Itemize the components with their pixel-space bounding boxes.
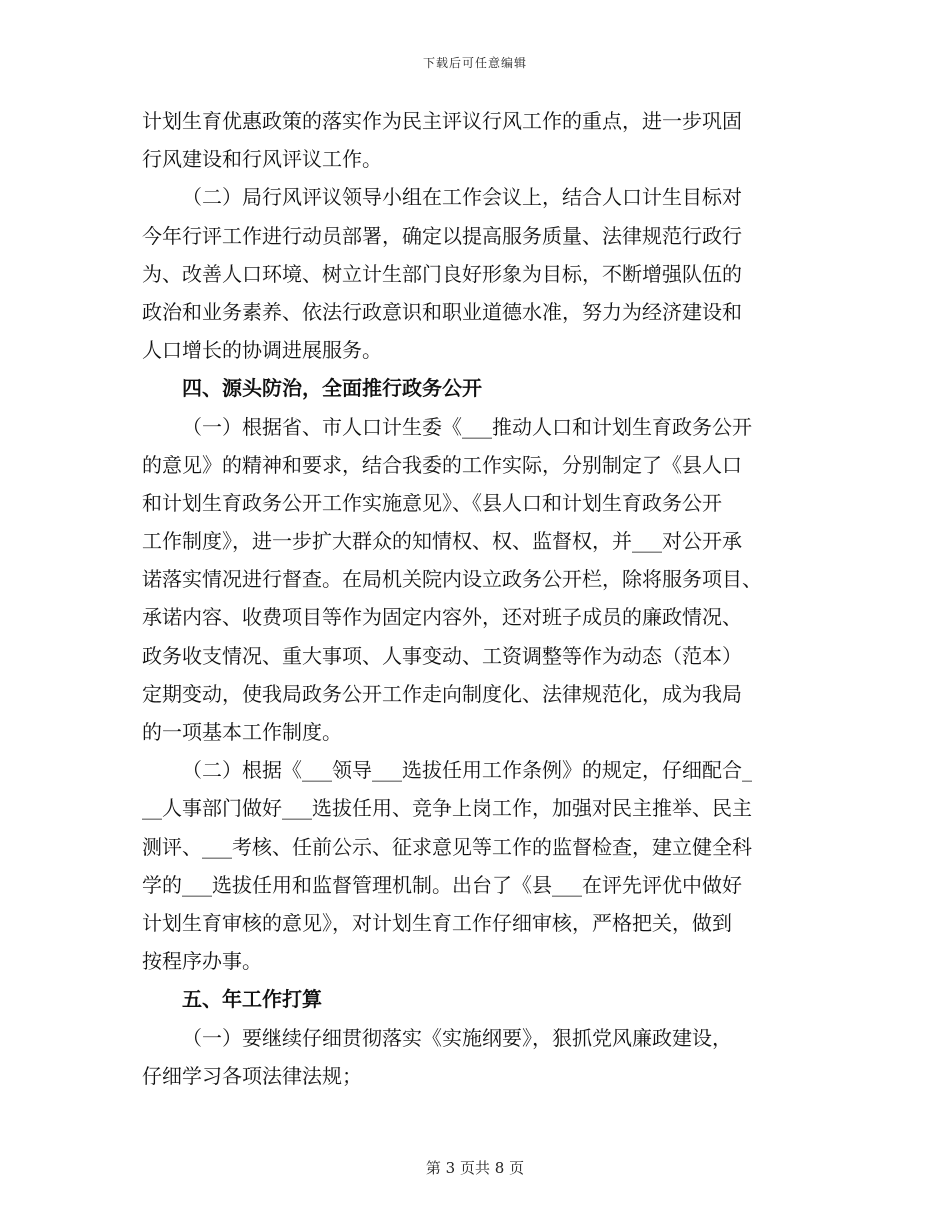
text-line: 今年行评工作进行动员部署，确定以提高服务质量、法律规范行政行	[142, 223, 742, 248]
text-line: 计划生育审核的意见》，对计划生育工作仔细审核，严格把关，做到	[142, 910, 732, 935]
text-line: 学的___选拔任用和监督管理机制。出台了《县___在评先评优中做好	[142, 872, 742, 897]
text-line: 计划生育优惠政策的落实作为民主评议行风工作的重点，进一步巩固	[142, 109, 742, 133]
text-line: 和计划生育政务公开工作实施意见》、《县人口和计划生育政务公开	[142, 490, 722, 515]
text-line: 为、改善人口环境、树立计生部门良好形象为目标，不断增强队伍的	[142, 261, 742, 286]
text-line: 测评、___考核、任前公示、征求意见等工作的监督检查，建立健全科	[142, 834, 752, 859]
text-line: __人事部门做好___选拔任用、竞争上岗工作，加强对民主推举、民主	[142, 796, 752, 821]
text-line: 的意见》的精神和要求，结合我委的工作实际，分别制定了《县人口	[142, 452, 742, 477]
page-footer: 第 3 页共 8 页	[425, 1159, 525, 1177]
text-line: 政务收支情况、重大事项、人事变动、工资调整等作为动态（范本）	[142, 643, 742, 668]
text-line: 人口增长的协调进展服务。	[142, 338, 382, 363]
text-line: 政治和业务素养、依法行政意识和职业道德水准，努力为经济建设和	[142, 299, 742, 324]
text-line: 承诺内容、收费项目等作为固定内容外，还对班子成员的廉政情况、	[142, 605, 742, 630]
paragraph-start: （二）根据《___领导___选拔任用工作条例》的规定，仔细配合_	[182, 758, 752, 783]
paragraph-start: （二）局行风评议领导小组在工作会议上，结合人口计生目标对	[182, 185, 742, 210]
text-line: 诺落实情况进行督查。在局机关院内设立政务公开栏，除将服务项目、	[142, 567, 762, 592]
section-heading: 五、年工作打算	[182, 987, 322, 1012]
page-header: 下载后可任意编辑	[422, 56, 527, 70]
paragraph-start: （一）要继续仔细贯彻落实《实施纲要》，狠抓党风廉政建设，	[182, 1025, 732, 1050]
text-line: 的一项基本工作制度。	[142, 720, 342, 744]
text-line: 工作制度》，进一步扩大群众的知情权、权、监督权，并___对公开承	[142, 529, 742, 554]
text-line: 行风建设和行风评议工作。	[142, 147, 382, 172]
paragraph-start: （一）根据省、市人口计生委《___推动人口和计划生育政务公开	[182, 414, 752, 439]
text-line: 按程序办事。	[142, 949, 262, 974]
section-heading: 四、源头防治，全面推行政务公开	[182, 376, 482, 401]
text-line: 仔细学习各项法律法规；	[142, 1063, 362, 1088]
text-line: 定期变动，使我局政务公开工作走向制度化、法律规范化，成为我局	[142, 681, 742, 706]
document-body	[142, 102, 812, 1095]
